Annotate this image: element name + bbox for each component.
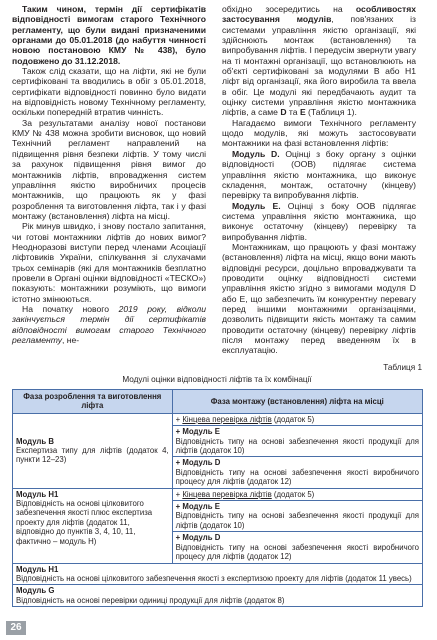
module-desc: Відповідність на основі перевірки одиниці продукції для ліфтів (додаток 8) — [16, 595, 285, 605]
bold-statement: Таким чином, термін дії сертифікатів відповідності вимогам старого Технічного регламенту, що були видані призначеними органами до 05.01.2018 (до набуття чинності новою постановою КМУ № 438), було подовжено до 31.12.2018. — [12, 4, 206, 66]
modules-table — [12, 389, 423, 607]
text-run: Оцінці з боку органу з оцінки відповідності (ООВ) підлягає система управління якістю монтажника, що виконує складення, монтаж, остаточну (кінцеву) перевірку та випробування ліфтів. — [222, 148, 417, 201]
module-g-cell — [13, 585, 423, 607]
final-check-cell — [172, 413, 422, 425]
module-desc: Відповідність типу на основі забезпечення якості продукції для ліфтів (додаток 10) — [175, 511, 419, 530]
text-run: (додаток 5) — [271, 414, 315, 424]
text-run: , пов'язаних із системами управління якістю організації, які здійснюють монтаж (встановлення) та випробування ліфтів. І передусім звернути увагу на ті монтажні організації, що встановлюють на об'єкті сертифіковані за модулями В або Н1 ліфт від організації, яка його виробила та ввела в обіг. Це модулі які передбачають аудит та оцінку системи управління якістю монтажника ліфтів, а саме — [222, 14, 416, 118]
module-name: + Модуль D — [175, 458, 221, 468]
table-row — [13, 585, 423, 607]
final-check-name: Кінцева перевірка ліфтів — [182, 489, 272, 499]
module-name: Модуль Н1 — [16, 489, 59, 499]
italic-text: 2019 року, відколи закінчується термін дії сертифікатів відповідності вимогам старого Технічного регламенту — [12, 303, 206, 345]
header-right: Фаза монтажу (встановлення) ліфта на місці — [172, 390, 422, 414]
text-run: + — [175, 414, 183, 424]
paragraph: Також слід сказати, що на ліфти, які не були сертифіковані та вводились в обіг з 05.01.2018, сертифікати відповідності повинно було видати на відповідність новому Технічному регламенту, оскільки попередній втратив чинність. — [12, 66, 206, 118]
module-e-cell — [172, 426, 422, 457]
module-d-cell — [172, 532, 422, 563]
module-desc: Відповідність типу на основі забезпечення якості продукції для ліфтів (додаток 10) — [175, 436, 419, 456]
paragraph — [12, 4, 206, 66]
bold-text: D — [280, 107, 287, 118]
module-desc: Відповідність типу на основі забезпечення якості виробничого процесу для ліфтів (додаток 12) — [175, 542, 419, 562]
module-h1-full-cell — [13, 563, 423, 585]
table-row — [13, 563, 423, 585]
table-row — [13, 488, 423, 500]
text-run: обхідно зосередитись на — [222, 4, 356, 14]
table-number: Таблиця 1 — [383, 363, 422, 372]
module-d-cell — [172, 457, 422, 488]
module-name: + Модуль Е — [175, 427, 220, 437]
module-h1-cell — [13, 488, 173, 563]
module-desc: Експертиза типу для ліфтів (додаток 4, пункти 12–23) — [16, 446, 169, 465]
module-name: Модуль Н1 — [16, 564, 59, 574]
paragraph: Рік минув швидко, і знову постало запитання, чи готові монтажники ліфтів до нових вимог? Неодноразові виступи перед членами Асоціації ліфтовиків України, спілкування зі слухачами трьох семінарів (які для монтажників безплатно провели в Органі оцінки відповідності «ТЕСКО») показують: монтажники розуміють, що вимоги істотно змінюються. — [12, 221, 206, 304]
module-b-cell — [13, 413, 173, 488]
text-run: , не- — [62, 335, 80, 345]
module-name: Модуль G — [16, 586, 55, 596]
final-check-cell — [172, 488, 422, 500]
module-label: Модуль Е. — [232, 200, 281, 211]
module-name: + Модуль Е — [175, 502, 220, 512]
bold-text: особливостях застосування модулів — [222, 4, 416, 25]
table-header-row — [13, 390, 423, 414]
paragraph — [12, 304, 206, 345]
module-desc: Відповідність на основі цілковитого забезпечення якості з експертизою проекту для ліфтів (додаток 11 увесь) — [16, 573, 412, 583]
right-column — [222, 4, 416, 356]
paragraph — [222, 149, 416, 201]
table-row — [13, 413, 423, 425]
text-run: та — [286, 107, 300, 118]
paragraph: Нагадаємо вимоги Технічного регламенту щодо модулів, які можуть застосовувати монтажники на фазі встановлення ліфтів: — [222, 117, 416, 149]
paragraph — [222, 201, 416, 242]
module-label: Модуль D. — [232, 148, 280, 159]
module-e-cell — [172, 501, 422, 532]
page-number: 26 — [6, 621, 26, 635]
text-run: На початку нового — [22, 303, 119, 314]
module-desc: Відповідність на основі цілковитого забезпечення якості плюс експертиза проекту для ліфтів (додаток 11, відповідно до пунктів 3, 4, 10, 11, фактично – модуль Н) — [16, 499, 153, 546]
text-run: Оцінці з боку ООВ підлягає система управління якістю монтажника, що виконує остаточну (кінцеву) перевірку та випробування ліфтів. — [222, 200, 416, 242]
paragraph — [222, 4, 416, 118]
final-check-name: Кінцева перевірка ліфтів — [182, 414, 272, 424]
left-column — [12, 4, 206, 345]
paragraph: Монтажникам, що працюють у фазі монтажу (встановлення) ліфта на місці, якщо вони мають відповідні ресурси, доцільно впроваджувати та проводити оцінку відповідності системи управління якістю згідно з вимогами модуля D або Е, що забезпечить їм конкурентну перевагу перед іншими монтажними організаціями, дозволить підвищити якість монтажу та самим проводити остаточну (кінцеву) перевірку ліфтів після монтажу перед введенням їх в експлуатацію. — [222, 241, 416, 356]
text-run: (Таблиця 1). — [305, 107, 357, 118]
paragraph: За результатами аналізу нової постанови КМУ № 438 можна зробити висновок, що новий Технічний регламент направлений на підвищення рівня безпеки ліфтів. У тому числі за рахунок підвищення рівня вимог до монтажників ліфтів, впровадження систем управління якістю виробничих процесів монтажників, що працюють як у фазі розроблення та виготовлення ліфта, так і у фазі монтажу (встановлення) ліфта на місці. — [12, 117, 206, 221]
module-name: Модуль В — [16, 436, 54, 446]
text-run: + — [175, 489, 183, 499]
header-left: Фаза розроблення та виготовлення ліфта — [13, 390, 173, 414]
text-run: (додаток 5) — [271, 489, 315, 499]
module-desc: Відповідність типу на основі забезпечення якості виробничого процесу для ліфтів (додаток 12) — [175, 467, 419, 487]
bold-text: Е — [299, 107, 306, 118]
table-title: Модулі оцінки відповідності ліфтів та їх комбінації — [122, 375, 312, 384]
module-name: + Модуль D — [175, 533, 221, 543]
